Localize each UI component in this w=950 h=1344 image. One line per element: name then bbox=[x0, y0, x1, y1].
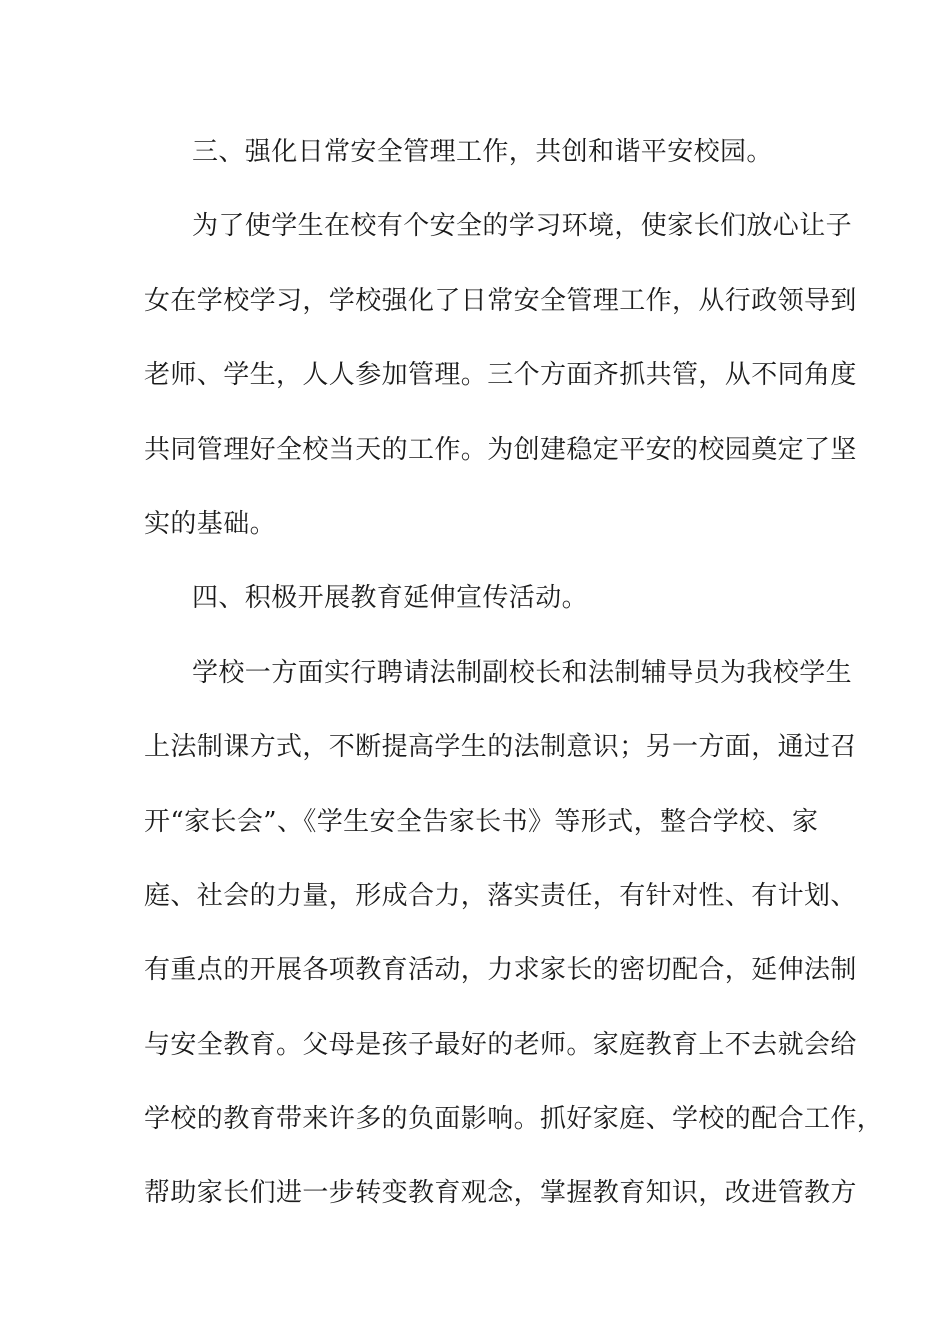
paragraph-line: 开“家长会”、《学生安全告家长书》等形式，整合学校、家 bbox=[144, 806, 819, 837]
paragraph-line: 帮助家长们进一步转变教育观念，掌握教育知识，改进管教方 bbox=[144, 1178, 857, 1209]
section-heading-4: 四、积极开展教育延伸宣传活动。 bbox=[192, 583, 589, 614]
paragraph-line: 老师、学生，人人参加管理。三个方面齐抓共管，从不同角度 bbox=[144, 360, 857, 391]
paragraph-line: 为了使学生在校有个安全的学习环境，使家长们放心让子 bbox=[192, 211, 853, 242]
paragraph-line: 庭、社会的力量，形成合力，落实责任，有针对性、有计划、 bbox=[144, 880, 857, 911]
body-text bbox=[144, 128, 884, 1244]
paragraph-line: 学校的教育带来许多的负面影响。抓好家庭、学校的配合工作， bbox=[144, 1104, 884, 1135]
paragraph-line: 上法制课方式，不断提高学生的法制意识；另一方面，通过召 bbox=[144, 732, 857, 763]
paragraph-line: 共同管理好全校当天的工作。为创建稳定平安的校园奠定了坚 bbox=[144, 434, 857, 465]
paragraph-line: 有重点的开展各项教育活动，力求家长的密切配合，延伸法制 bbox=[144, 955, 857, 986]
paragraph-line: 与安全教育。父母是孩子最好的老师。家庭教育上不去就会给 bbox=[144, 1029, 857, 1060]
paragraph-line: 女在学校学习，学校强化了日常安全管理工作，从行政领导到 bbox=[144, 285, 857, 316]
paragraph-line: 学校一方面实行聘请法制副校长和法制辅导员为我校学生 bbox=[192, 657, 853, 688]
paragraph-line: 实的基础。 bbox=[144, 508, 277, 539]
section-heading-3: 三、强化日常安全管理工作，共创和谐平安校园。 bbox=[192, 137, 773, 167]
